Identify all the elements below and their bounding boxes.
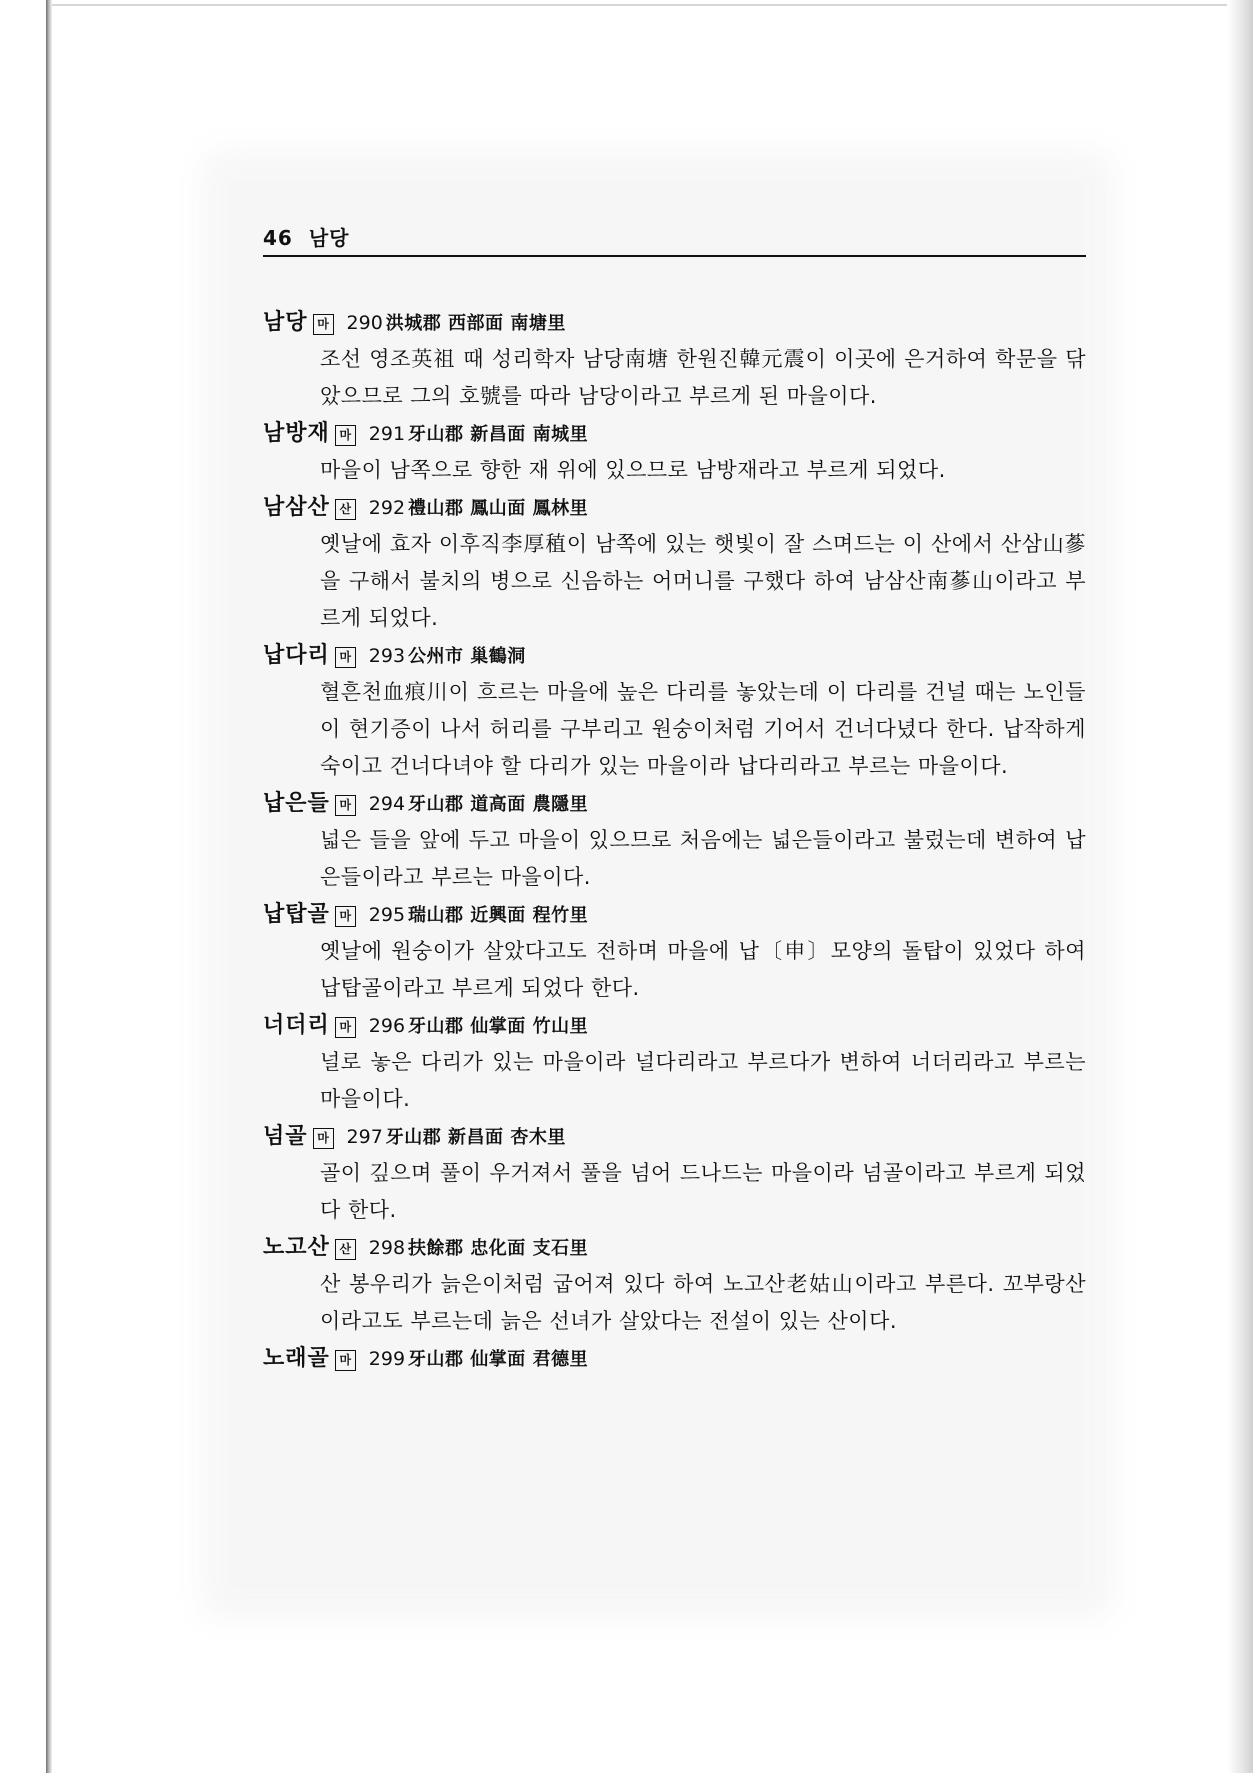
entry-number: 297 (346, 1126, 383, 1148)
headword: 노래골 (263, 1346, 330, 1371)
entry-number: 290 (346, 312, 383, 334)
entry-headline (263, 489, 1086, 526)
category-badge: 산 (335, 499, 356, 520)
entry-number: 296 (368, 1015, 406, 1037)
entry-location: 洪城郡 西部面 南塘里 (385, 313, 566, 334)
entry-location: 禮山郡 鳳山面 鳳林里 (408, 498, 589, 519)
headword: 납다리 (263, 643, 330, 668)
entry-description: 옛날에 원숭이가 살았다고도 전하며 마을에 납〔申〕모양의 돌탑이 있었다 하여 납탑골이라고 부르게 되었다 한다. (320, 939, 1086, 1000)
entry-292 (263, 489, 1086, 637)
entry-number: 298 (368, 1237, 406, 1259)
category-badge: 마 (335, 647, 356, 668)
entry-294 (263, 785, 1086, 896)
entry-description: 산 봉우리가 늙은이처럼 굽어져 있다 하여 노고산老姑山이라고 부른다. 꼬부랑산이라고도 부르는데 늙은 선녀가 살았다는 전설이 있는 산이다. (320, 1272, 1086, 1333)
headword: 노고산 (263, 1235, 330, 1260)
entry-location: 牙山郡 新昌面 杏木里 (385, 1127, 566, 1148)
entry-297 (263, 1118, 1086, 1229)
entry-number: 295 (368, 904, 406, 926)
entry-location: 牙山郡 道高面 農隱里 (408, 794, 589, 815)
page-right-edge (1227, 0, 1253, 1773)
headword: 너더리 (263, 1013, 330, 1038)
headword: 남삼산 (263, 495, 330, 520)
headword: 납탑골 (263, 902, 330, 927)
category-badge: 산 (335, 1239, 356, 1260)
entry-headline (263, 637, 1086, 674)
entry-headline (263, 785, 1086, 822)
entry-headline (263, 896, 1086, 933)
headword: 남방재 (263, 421, 330, 446)
entry-299 (263, 1340, 1086, 1377)
entry-description: 옛날에 효자 이후직李厚稙이 남쪽에 있는 햇빛이 잘 스며드는 이 산에서 산삼山蔘을 구해서 불치의 병으로 신음하는 어머니를 구했다 하여 남삼산南蔘山이라고 부르게 되었다. (320, 532, 1086, 630)
entry-description: 넓은 들을 앞에 두고 마을이 있으므로 처음에는 넓은들이라고 불렀는데 변하여 납은들이라고 부르는 마을이다. (320, 828, 1086, 889)
entry-description: 조선 영조英祖 때 성리학자 남당南塘 한원진韓元震이 이곳에 은거하여 학문을 닦았으므로 그의 호號를 따라 남당이라고 부르게 된 마을이다. (320, 347, 1086, 408)
page-content (263, 0, 1088, 1773)
entry-296 (263, 1007, 1086, 1118)
category-badge: 마 (335, 906, 356, 927)
entry-298 (263, 1229, 1086, 1340)
page-binding-edge (46, 0, 52, 1773)
entry-headline (263, 304, 1086, 341)
header-rule (263, 255, 1086, 257)
category-badge: 마 (335, 1350, 356, 1371)
entry-headline (263, 415, 1086, 452)
entry-headline (263, 1118, 1086, 1155)
entry-location: 扶餘郡 忠化面 支石里 (408, 1238, 589, 1259)
entry-location: 牙山郡 仙掌面 君德里 (408, 1349, 589, 1370)
entry-description: 혈흔천血痕川이 흐르는 마을에 높은 다리를 놓았는데 이 다리를 건널 때는 노인들이 현기증이 나서 허리를 구부리고 원숭이처럼 기어서 건너다녔다 한다. 납작하게 숙이고 건너다녀야 할 다리가 있는 마을이라 납다리라고 부르는 마을이다. (320, 680, 1086, 778)
entry-location: 瑞山郡 近興面 程竹里 (408, 905, 589, 926)
headword: 넘골 (263, 1124, 308, 1149)
entry-location: 公州市 巢鶴洞 (408, 646, 526, 667)
entry-293 (263, 637, 1086, 785)
entry-description: 널로 놓은 다리가 있는 마을이라 널다리라고 부르다가 변하여 너더리라고 부르는 마을이다. (320, 1050, 1086, 1111)
headword: 남당 (263, 310, 308, 335)
running-header (263, 222, 349, 251)
category-badge: 마 (335, 795, 356, 816)
entry-description: 마을이 남쪽으로 향한 재 위에 있으므로 남방재라고 부르게 되었다. (320, 458, 946, 482)
entry-headline (263, 1007, 1086, 1044)
category-badge: 마 (313, 1128, 334, 1149)
category-badge: 마 (335, 1017, 356, 1038)
entry-290 (263, 304, 1086, 415)
category-badge: 마 (313, 314, 334, 335)
entry-number: 293 (368, 645, 406, 667)
running-title: 남당 (308, 226, 350, 250)
headword: 납은들 (263, 791, 330, 816)
entry-291 (263, 415, 1086, 489)
entry-list (263, 304, 1086, 1377)
page-number: 46 (263, 226, 293, 250)
category-badge: 마 (335, 425, 356, 446)
entry-location: 牙山郡 新昌面 南城里 (408, 424, 589, 445)
entry-location: 牙山郡 仙掌面 竹山里 (408, 1016, 589, 1037)
entry-number: 292 (368, 497, 406, 519)
entry-description: 골이 깊으며 풀이 우거져서 풀을 넘어 드나드는 마을이라 넘골이라고 부르게 되었다 한다. (320, 1161, 1086, 1222)
entry-295 (263, 896, 1086, 1007)
entry-headline (263, 1340, 1086, 1377)
entry-number: 294 (368, 793, 406, 815)
entry-headline (263, 1229, 1086, 1266)
entry-number: 291 (368, 423, 406, 445)
entry-number: 299 (368, 1348, 406, 1370)
